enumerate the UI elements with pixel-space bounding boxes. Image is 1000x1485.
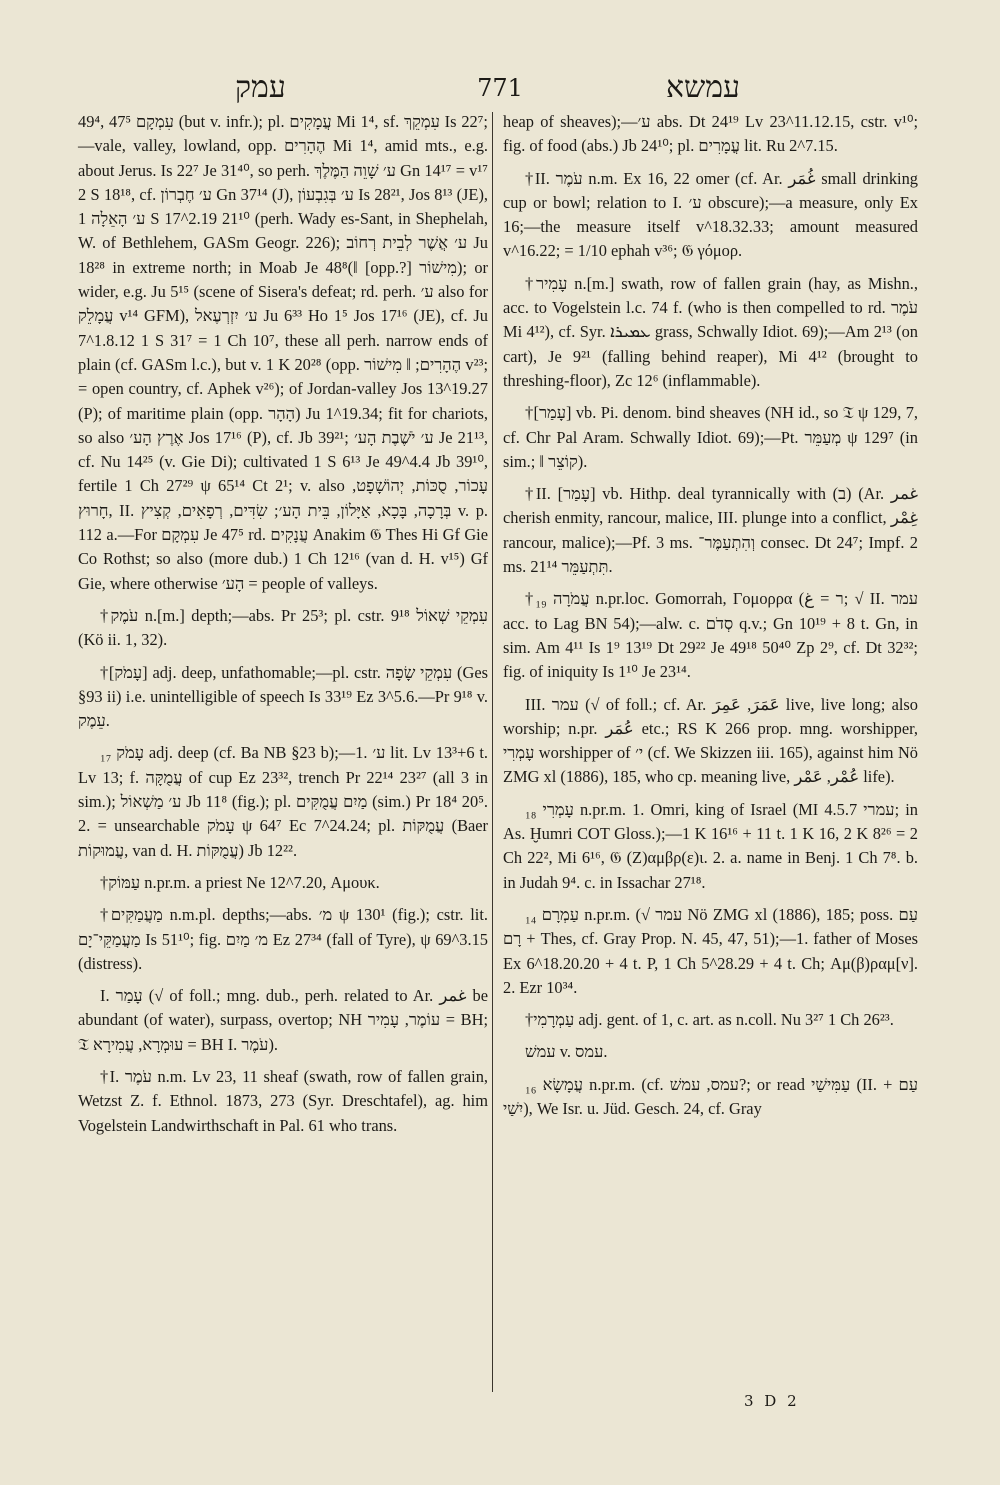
page-number: 771 — [477, 74, 523, 102]
entry-paragraph: †I. עֹמֶר n.m. Lv 23, 11 sheaf (swath, row of fallen grain, Wetzst Z. f. Ethnol. 1873, 273 (Syr. Dreschtafel), ag. him Vogelstein Landwirthschaft in Pal. 61 who trans. — [78, 1066, 489, 1135]
entry-paragraph: עמשׁ v. עמס. — [525, 1042, 608, 1062]
entry-paragraph: עֲמָשָׂא ₁₆ n.pr.m. (cf. עמס, עמשׁ?; or read עַמִּישַׁי (II. עַם + יִשַׁי), We Isr. u. Jüd. Gesch. 24, cf. Gray — [503, 1074, 918, 1118]
entry-paragraph: III. עמר (√ of foll.; cf. Ar. عَمَرَ, عَمِرَ live, live long; also worship; n.pr. عُمَر etc.; RS K 266 prop. mng. worshipper, עָמְרִי worshipper of י׳ (cf. We Skizzen iii. 165), against him Nö ZMG xl (1886), 185, who cp. meaning live, عُمْر, عَمْر life). — [503, 694, 918, 787]
entry-paragraph: †II. [עָמַר] vb. Hithp. deal tyrannically with (ב) (Ar. غمر cherish enmity, rancour, malice, III. plunge into a conflict, غِمْر rancour, malice);—Pf. 3 ms. וְהִתְעַמֶּר־ consec. Dt 24⁷; Impf. 2 ms. תִּתְעַמֵּר 21¹⁴. — [503, 484, 919, 577]
entry-paragraph: †עַמְרָמִי adj. gent. of 1, c. art. as n.coll. Nu 3²⁷ 1 Ch 26²³. — [525, 1010, 894, 1030]
entry-paragraph: †[עָמֹק] adj. deep, unfathomable;—pl. cstr. עִמְקֵי שָׂפָה (Ges §93 ii) i.e. unintelligible of speech Is 33¹⁹ Ez 3^5.6.—Pr 9¹⁸ v. עֵמֶק. — [78, 662, 488, 731]
entry-paragraph: עָמֹק ₁₇ adj. deep (cf. Ba NB §23 b);—1. ע׳ lit. Lv 13³+6 t. Lv 13; f. עֲמֻקָּה of cup Ez 23³², trench Pr 22¹⁴ 23²⁷ (all 3 in sim.); ע׳ מַשְׁאוֹל Jb 11⁸ (fig.); pl. מַיִם עֲמֻקִּים (sim.) Pr 18⁴ 20⁵. 2. = unsearchable עָמֹק ψ 64⁷ Ec 7^24.24; pl. עֲמֻקּוֹת (Baer עֲמוּקוֹת, van d. H. עֲמֻקּוֹת) Jb 12²². — [78, 743, 489, 860]
right-column — [503, 110, 918, 1129]
entry-paragraph: I. עָמַר (√ of foll.; mng. dub., perh. related to Ar. غمر be abundant (of water), surpass, overtop; NH עוֹמֶר, עָמִיר = BH; 𝔗 עוּמְרָא, עֲמִירָא = BH I. עֹמֶר). — [78, 986, 489, 1054]
signature-mark: 3 D 2 — [744, 1392, 800, 1410]
running-head-left: עמק — [235, 70, 286, 105]
entry-paragraph: †עֲמֹרָה ₁₉ n.pr.loc. Gomorrah, Γομορρα (ר = غ; √ II. עמר acc. to Lag BN 54);—alw. c. סְדֹם q.v.; Gn 10¹⁹ + 8 t. Gn, in sim. Am 4¹¹ Is 1⁹ 13¹⁹ Dt 29²² Je 49¹⁸ 50⁴⁰ Zp 2⁹, cf. Dt 32³²; fig. of iniquity Is 1¹⁰ Je 23¹⁴. — [503, 589, 918, 682]
left-column — [78, 110, 488, 1146]
entry-paragraph: heap of sheaves);—ע׳ abs. Dt 24¹⁹ Lv 23^11.12.15, cstr. v¹⁰; fig. of food (abs.) Jb 24¹⁰; pl. עֳמָרִים lit. Ru 2^7.15. — [503, 112, 918, 156]
entry-paragraph: †עַמּוֹק n.pr.m. a priest Ne 12^7.20, Αμουκ. — [100, 872, 380, 892]
entry-paragraph: 49⁴, עִמְקָם 47⁵ (but v. infr.); pl. עֲמָקִים Mi 1⁴, sf. עִמְקֵךְ Is 22⁷;—vale, valley, lowland, opp. הֶהָרִים Mi 1⁴, amid mts., e.g. about Jerus. Is 22⁷ Je 31⁴⁰, so perh. ע׳ שָׁוֵה הַמֶּלֶךְ Gn 14¹⁷ = v¹⁷ 2 S 18¹⁸, cf. ע׳ חֶבְרוֹן Gn 37¹⁴ (J), ע׳ בְּגִבְעוֹן Is 28²¹, Jos 8¹³ (JE), ע׳ הָאֵלָה 1 S 17^2.19 21¹⁰ (perh. Wady es-Sant, in Shephelah, W. of Bethlehem, GASm Geogr. 226); ע׳ אֲשֶׁר לְבֵית רְחוֹב Ju 18²⁸ in extreme north; in Moab Je 48⁸(‖ [opp.?] מִישׁוֹר); or wider, e.g. Ju 5¹⁵ (scene of Sisera's defeat; rd. perh. ע׳ also for עֲמָלֵק v¹⁴ GFM), ע׳ יִזְרְעֶאל Ju 6³³ Ho 1⁵ Jos 17¹⁶ (JE), cf. Ju 7^1.8.12 1 S 31⁷ = 1 Ch 10⁷, these all perh. narrow ends of plain (cf. GASm l.c.), but v. 1 K 20²⁸ (opp. הֶהָרִים; ‖ מִישׁוֹר v²³; = open country, cf. Aphek v²⁶); of Jordan-valley Jos 13^19.27 (P); of maritime plain (opp. הָהָר) Ju 1^19.34; fit for chariots, so also אֶרֶץ הָע׳ Jos 17¹⁶ (P), cf. Jb 39²¹; ע׳ יֹשֶׁבֶת הָע׳ Je 21¹³, cf. Nu 14²⁵ (v. Gie Di); cultivated 1 S 6¹³ Je 49^4.4 Jb 39¹⁰, fertile 1 Ch 27²⁹ ψ 65¹⁴ Ct 2¹; v. also עָכוֹר, סֻכּוֹת, יְהוֹשָׁפָט, חָרוּץ, II. בְּרָכָה, בָּכָא, אַיָּלוֹן, בֵּית הָע׳; שִׂדִּים, רְפָאִים, קְצִיץ v. p. 112 a.—For עִמְקָם Je 47⁵ rd. עֲנָקִים Anakim 𝔊 Thes Hi Gf Gie Co Rothst; so also (more dub.) 1 Ch 12¹⁶ (van d. H. v¹⁵) Gf Gie, where otherwise הָע׳ = people of valleys. — [78, 112, 489, 593]
entry-paragraph: עַמְרָם ₁₄ n.pr.m. (√ עמר Nö ZMG xl (1886), 185; poss. עַם + רָם Thes, cf. Gray Prop. N. 45, 47, 51);—1. father of Moses Ex 6^18.20.20 + 4 t. P, 1 Ch 5^28.29 + 4 t. Ch; Αμ(β)ραμ[ν]. 2. Ezr 10³⁴. — [503, 904, 919, 997]
entry-paragraph: †II. עֹמֶר n.m. Ex 16, 22 omer (cf. Ar. غُمَر small drinking cup or bowl; relation to I. ע׳ obscure);—a measure, only Ex 16;—the measure itself v^18.32.33; amount measured v^16.22; = 1/10 ephah v³⁶; 𝔊 γόμορ. — [503, 168, 919, 261]
entry-paragraph: †מַעֲמַקִּים n.m.pl. depths;—abs. מ׳ ψ 130¹ (fig.); cstr. lit. מַעֲמַקֵּי־יָם Is 51¹⁰; fig. מ׳ מַיִם Ez 27³⁴ (fall of Tyre), ψ 69^3.15 (distress). — [78, 905, 488, 973]
entry-paragraph: †עָמִיר n.[m.] swath, row of fallen grain (hay, as Mishn., acc. to Vogelstein l.c. 74 f. (who is then compelled to rd. עֹמֶר Mi 4¹²), cf. Syr. ܥܡܝܪܐ grass, Schwally Idiot. 69);—Am 2¹³ (on cart), Je 9²¹ (falling behind reaper), Mi 4¹² (brought to threshing-floor), Zc 12⁶ (inflammable). — [503, 273, 918, 390]
running-head-right: עמשא — [665, 70, 740, 105]
entry-paragraph: †[עָמַר] vb. Pi. denom. bind sheaves (NH id., so 𝔗 ψ 129, 7, cf. Chr Pal Aram. Schwally Idiot. 69);—Pt. מְעַמֵּר ψ 129⁷ (in sim.; ‖ קוֹצֵר). — [503, 403, 918, 471]
entry-paragraph: עָמְרִי ₁₈ n.pr.m. 1. Omri, king of Israel (MI 4.5.7 עמרי; in As. Ḫumri COT Gloss.);—1 K 16¹⁶ + 11 t. 1 K 16, 2 K 8²⁶ = 2 Ch 22², Mi 6¹⁶, 𝔊 (Ζ)αμβρ(ε)ι. 2. a. name in Benj. 1 Ch 7⁸. b. in Judah 9⁴. c. in Issachar 27¹⁸. — [503, 799, 918, 892]
page-header — [60, 70, 940, 114]
column-divider — [492, 112, 493, 1392]
entry-paragraph: †עֹמֶק n.[m.] depth;—abs. Pr 25³; pl. cstr. עִמְקֵי שְׁאוֹל 9¹⁸ (Kö ii. 1, 32). — [78, 605, 488, 650]
